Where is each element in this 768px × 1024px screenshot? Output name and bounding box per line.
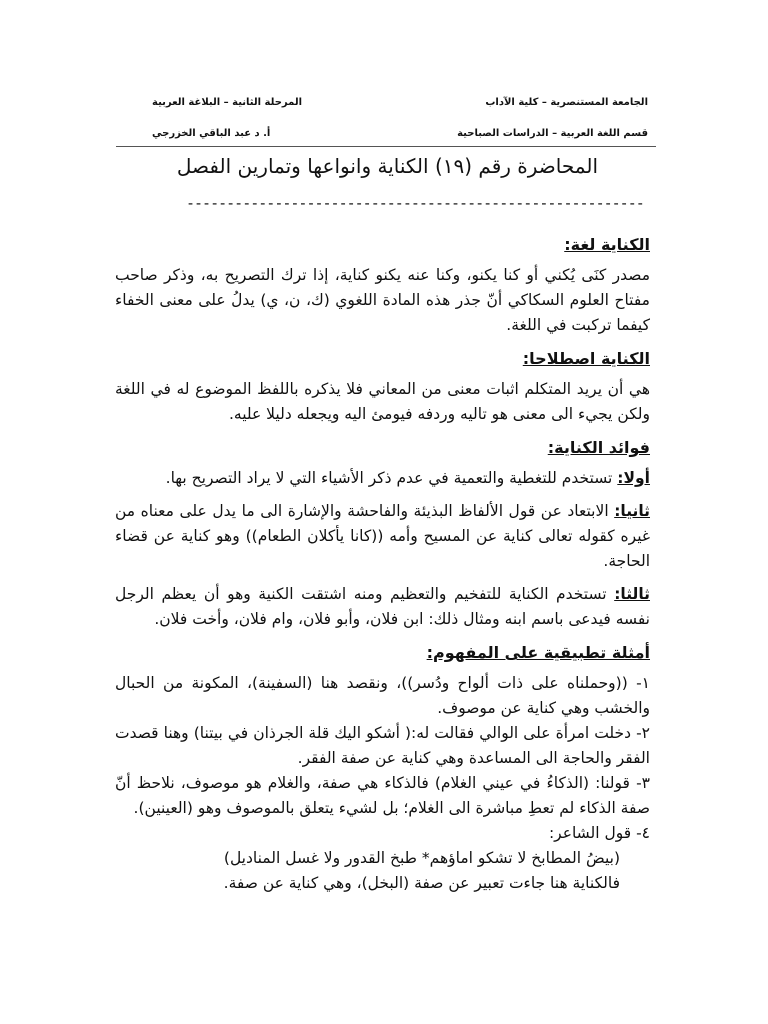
header-professor: أ. د عبد الباقي الخزرجي (152, 128, 271, 139)
heading-lugha: الكناية لغة: (564, 235, 650, 254)
fawaid-text-3: تستخدم الكناية للتفخيم والتعظيم ومنه اشتقت الكنية وهو أن يعظم الرجل نفسه فيدعى باسم ابنه ومثال ذلك: ابن فلان، وأبو فلان، وام فلان، وأخت فلان. (115, 585, 650, 628)
heading-amthila: أمثلة تطبيقية على المفهوم: (426, 643, 650, 662)
example-item-4: ٤- قول الشاعر: (548, 824, 650, 842)
fawaid-label-2: ثانيا: (614, 502, 650, 520)
dashed-separator: --------------------------------------------------------- (186, 194, 644, 212)
example-item-2: ٢- دخلت امرأة على الوالي فقالت له:( أشكو اليك قلة الجرذان في بيتنا) وهنا قصدت الفقر والحاجة الى المساعدة وهي كناية عن صفة الفقر. (115, 724, 650, 767)
example-item-3: ٣- قولنا: (الذكاءُ في عيني الغلام) فالذكاء هي صفة، والغلام هو موصوف، نلاحظ أنّ صفة الذكاء لم تعطِ مباشرة الى الغلام؛ بل لشيء يتعلق بالموصوف وهو (العينين). (115, 774, 650, 817)
fawaid-label-1: أولا: (617, 469, 650, 487)
heading-fawaid: فوائد الكناية: (547, 438, 650, 457)
fawaid-item-2 (115, 499, 650, 574)
fawaid-text-1: تستخدم للتغطية والتعمية في عدم ذكر الأشياء التي لا يراد التصريح بها. (165, 469, 618, 487)
fawaid-item-3 (115, 582, 650, 632)
header-stage: المرحلة الثانية – البلاغة العربية (152, 97, 303, 108)
paragraph-istilah: هي أن يريد المتكلم اثبات معنى من المعاني فلا يذكره باللفظ الموضوع له في اللغة ولكن يجيء الى معنى هو تاليه وردفه فيومئ اليه ويجعله دليلا عليه. (115, 380, 650, 423)
fawaid-text-2: الابتعاد عن قول الألفاظ البذيئة والفاحشة والإشارة الى ما يدل على معناه من غيره كقوله تعالى كناية عن المسيح وأمه ((كانا يأكلان الطعام)) وهو كناية عن قضاء الحاجة. (115, 502, 650, 570)
header-university: الجامعة المستنصرية – كلية الآداب (485, 97, 648, 108)
examples-list (115, 671, 650, 846)
header-rule (116, 146, 656, 147)
poem-note: فالكناية هنا جاءت تعبير عن صفة (البخل)، وهي كناية عن صفة. (223, 874, 620, 892)
fawaid-label-3: ثالثا: (614, 585, 650, 603)
fawaid-item-1 (115, 466, 650, 491)
page-title: المحاضرة رقم (١٩) الكناية وانواعها وتمارين الفصل (176, 154, 598, 178)
lecture-content (115, 232, 650, 896)
heading-istilah: الكناية اصطلاحا: (522, 349, 650, 368)
header-department: قسم اللغة العربية – الدراسات الصباحية (457, 128, 648, 139)
poem-verse: (بيضُ المطابخ لا تشكو اماؤهم* طبخ القدور ولا غسل المناديل) (223, 849, 620, 867)
paragraph-lugha: مصدر كنَى يُكني أو كنا يكنو، وكنا عنه يكنو كناية، إذا ترك التصريح به، وذكر صاحب مفتاح العلوم السكاكي أنّ جذر هذه المادة اللغوي (ك، ن، ي) يدلُ على معنى الخفاء كيفما تركبت في اللغة. (115, 266, 650, 334)
example-item-1: ١- ((وحملناه على ذات ألواح ودُسر))، ونقصد هنا (السفينة)، المكونة من الحبال والخشب وهي كناية عن موصوف. (115, 674, 650, 717)
